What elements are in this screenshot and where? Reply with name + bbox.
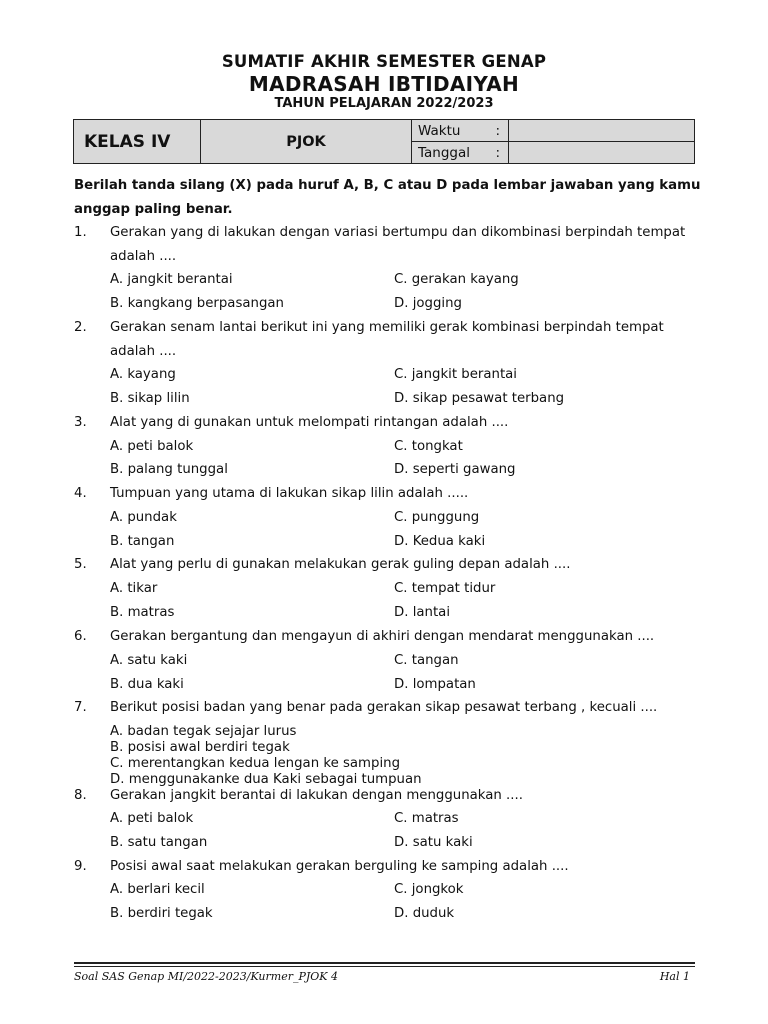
option-a: A. tikar bbox=[110, 581, 158, 596]
option-d: D. Kedua kaki bbox=[394, 534, 486, 549]
option-b: B. palang tunggal bbox=[110, 462, 228, 477]
school-name: MADRASAH IBTIDAIYAH bbox=[248, 72, 520, 96]
question-number: 1. bbox=[74, 225, 87, 240]
option-a: A. peti balok bbox=[110, 439, 194, 454]
question-number: 3. bbox=[74, 415, 87, 430]
option-c: C. jangkit berantai bbox=[394, 367, 518, 382]
option-a: A. pundak bbox=[110, 510, 177, 525]
option-a: A. kayang bbox=[110, 367, 176, 382]
question-number: 6. bbox=[74, 629, 87, 644]
option-c: C. matras bbox=[394, 811, 459, 826]
option-d: D. sikap pesawat terbang bbox=[394, 391, 565, 406]
footer-rule-thin bbox=[74, 966, 695, 967]
question-number: 5. bbox=[74, 557, 87, 572]
option-a: A. badan tegak sejajar lurus bbox=[110, 724, 297, 739]
date-field bbox=[509, 142, 695, 164]
option-d: D. duduk bbox=[394, 906, 455, 921]
academic-year: TAHUN PELAJARAN 2022/2023 bbox=[274, 96, 494, 111]
footer-page-number: Hal 1 bbox=[659, 970, 690, 983]
footer-document-code: Soal SAS Genap MI/2022-2023/Kurmer_PJOK 4 bbox=[74, 970, 339, 983]
option-c: C. punggung bbox=[394, 510, 480, 525]
question-number: 4. bbox=[74, 486, 87, 501]
question-text: Tumpuan yang utama di lakukan sikap lilin adalah ..... bbox=[110, 486, 469, 501]
option-b: B. satu tangan bbox=[110, 835, 208, 850]
option-b: B. berdiri tegak bbox=[110, 906, 213, 921]
option-b: B. tangan bbox=[110, 534, 175, 549]
option-c: C. jongkok bbox=[394, 882, 464, 897]
question-number: 8. bbox=[74, 788, 87, 803]
option-a: A. jangkit berantai bbox=[110, 272, 233, 287]
question-text-cont: adalah .... bbox=[110, 249, 177, 264]
option-c: C. gerakan kayang bbox=[394, 272, 519, 287]
option-a: A. satu kaki bbox=[110, 653, 188, 668]
option-d: D. satu kaki bbox=[394, 835, 473, 850]
question-number: 7. bbox=[74, 700, 87, 715]
class-label: KELAS IV bbox=[74, 120, 201, 164]
question-text: Alat yang perlu di gunakan melakukan gerak guling depan adalah .... bbox=[110, 557, 571, 572]
option-d: D. seperti gawang bbox=[394, 462, 516, 477]
option-b: B. sikap lilin bbox=[110, 391, 190, 406]
option-c: C. tangan bbox=[394, 653, 459, 668]
instruction-line-1: Berilah tanda silang (X) pada huruf A, B, C atau D pada lembar jawaban yang kamu bbox=[74, 178, 701, 193]
option-d: D. jogging bbox=[394, 296, 462, 311]
footer-rule-thick bbox=[74, 962, 695, 964]
option-d: D. lantai bbox=[394, 605, 451, 620]
question-text: Gerakan bergantung dan mengayun di akhiri dengan mendarat menggunakan .... bbox=[110, 629, 655, 644]
time-label: Waktu : bbox=[412, 120, 509, 142]
subject-label: PJOK bbox=[201, 120, 412, 164]
exam-info-table bbox=[73, 119, 695, 164]
instruction-line-2: anggap paling benar. bbox=[74, 202, 233, 217]
date-label: Tanggal : bbox=[412, 142, 509, 164]
question-text-cont: adalah .... bbox=[110, 344, 177, 359]
question-number: 2. bbox=[74, 320, 87, 335]
question-text: Gerakan yang di lakukan dengan variasi bertumpu dan dikombinasi berpindah tempat bbox=[110, 225, 686, 240]
option-c: C. tempat tidur bbox=[394, 581, 496, 596]
option-d: D. menggunakanke dua Kaki sebagai tumpuan bbox=[110, 772, 422, 787]
option-d: D. lompatan bbox=[394, 677, 476, 692]
option-c: C. tongkat bbox=[394, 439, 463, 454]
option-a: A. berlari kecil bbox=[110, 882, 205, 897]
question-text: Gerakan senam lantai berikut ini yang memiliki gerak kombinasi berpindah tempat bbox=[110, 320, 664, 335]
option-b: B. dua kaki bbox=[110, 677, 184, 692]
option-c: C. merentangkan kedua lengan ke samping bbox=[110, 756, 401, 771]
question-text: Posisi awal saat melakukan gerakan berguling ke samping adalah .... bbox=[110, 859, 569, 874]
option-a: A. peti balok bbox=[110, 811, 194, 826]
question-number: 9. bbox=[74, 859, 87, 874]
option-b: B. matras bbox=[110, 605, 175, 620]
exam-title: SUMATIF AKHIR SEMESTER GENAP bbox=[221, 52, 547, 71]
time-field bbox=[509, 120, 695, 142]
question-text: Gerakan jangkit berantai di lakukan dengan menggunakan .... bbox=[110, 788, 523, 803]
option-b: B. posisi awal berdiri tegak bbox=[110, 740, 290, 755]
question-text: Alat yang di gunakan untuk melompati rintangan adalah .... bbox=[110, 415, 509, 430]
option-b: B. kangkang berpasangan bbox=[110, 296, 284, 311]
question-text: Berikut posisi badan yang benar pada gerakan sikap pesawat terbang , kecuali .... bbox=[110, 700, 658, 715]
